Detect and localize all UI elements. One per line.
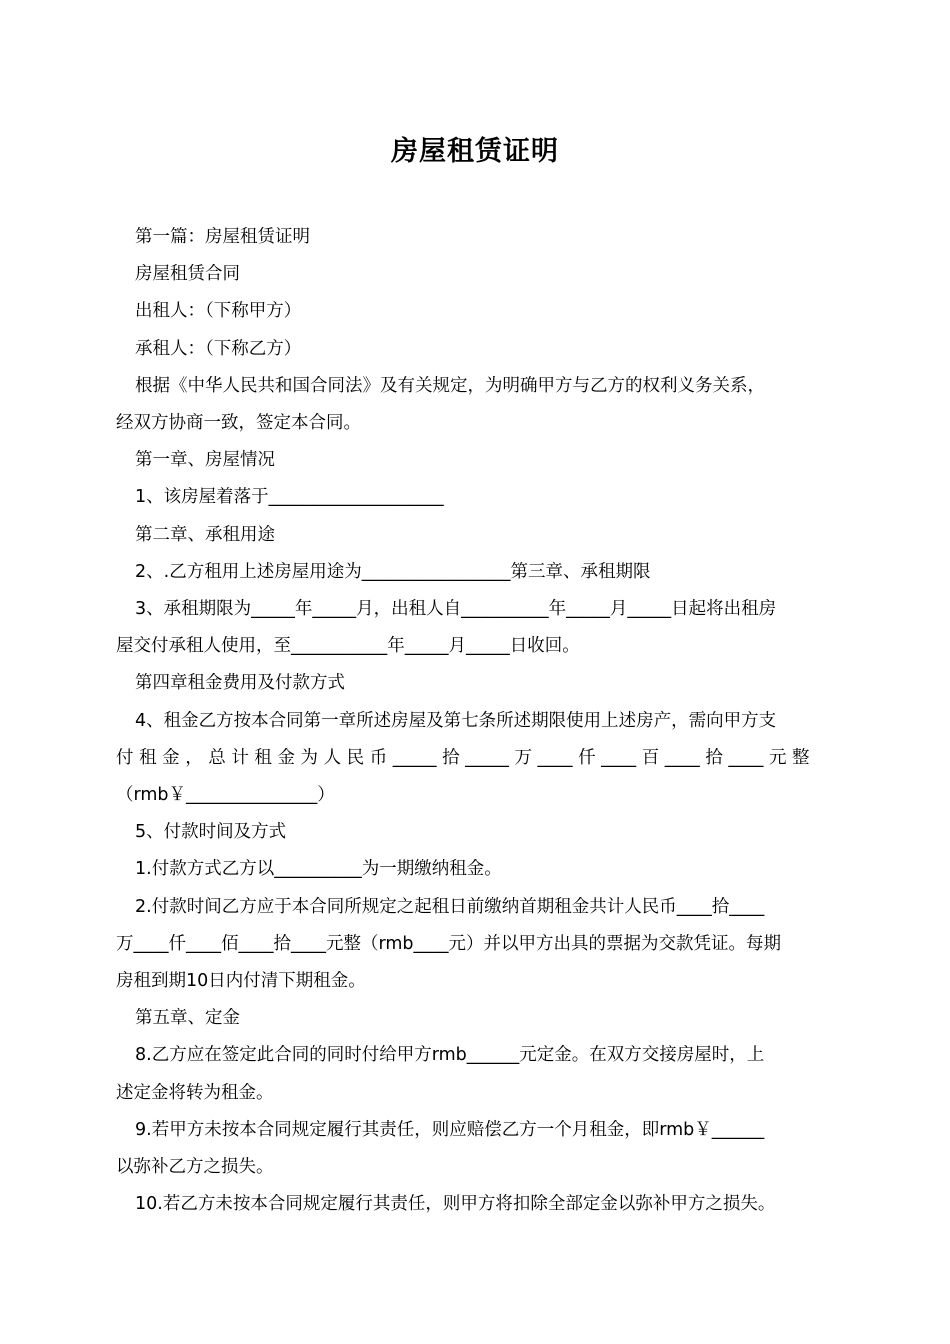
paragraph-usage: 2、.乙方租用上述房屋用途为_________________第三章、承租期限 bbox=[135, 561, 651, 582]
paragraph-lessor-breach-line2: 以弥补乙方之损失。 bbox=[116, 1157, 274, 1178]
paragraph-payment-time-line1: 2.付款时间乙方应于本合同所规定之起租日前缴纳首期租金共计人民币____拾____ bbox=[135, 896, 765, 917]
paragraph-preamble-line2: 经双方协商一致，签定本合同。 bbox=[116, 413, 361, 434]
paragraph-lessee-breach: 10.若乙方未按本合同规定履行其责任，则甲方将扣除全部定金以弥补甲方之损失。 bbox=[135, 1194, 776, 1215]
paragraph-payment-time-line2: 万____仟____佰____拾____元整（rmb____元）并以甲方出具的票据为交款凭证。每期 bbox=[116, 933, 782, 954]
paragraph-term-line1: 3、承租期限为_____年_____月，出租人自__________年_____月_____日起将出租房 bbox=[135, 599, 777, 620]
document-title: 房屋租赁证明 bbox=[391, 136, 559, 167]
paragraph-chapter-5: 第五章、定金 bbox=[135, 1008, 240, 1029]
paragraph-chapter-heading: 第一篇：房屋租赁证明 bbox=[135, 227, 310, 247]
paragraph-lessee: 承租人：（下称乙方） bbox=[135, 338, 302, 359]
paragraph-lessor-breach-line1: 9.若甲方未按本合同规定履行其责任，则应赔偿乙方一个月租金，即rmb￥______ bbox=[135, 1119, 765, 1140]
paragraph-rent-line3: （rmb￥_______________） bbox=[116, 785, 335, 806]
paragraph-location: 1、该房屋着落于____________________ bbox=[135, 487, 444, 508]
paragraph-deposit-line2: 述定金将转为租金。 bbox=[116, 1082, 274, 1103]
paragraph-preamble-line1: 根据《中华人民共和国合同法》及有关规定，为明确甲方与乙方的权利义务关系， bbox=[135, 375, 765, 396]
paragraph-rent-line2: 付 租 金 ， 总 计 租 金 为 人 民 币 _____ 拾 _____ 万 ____ 仟 ____ 百 ____ 拾 ____ 元 整 bbox=[116, 747, 810, 768]
paragraph-payment-method: 1.付款方式乙方以__________为一期缴纳租金。 bbox=[135, 859, 502, 880]
paragraph-chapter-2: 第二章、承租用途 bbox=[135, 524, 275, 545]
paragraph-chapter-4: 第四章租金费用及付款方式 bbox=[135, 673, 345, 694]
paragraph-rent-line1: 4、租金乙方按本合同第一章所述房屋及第七条所述期限使用上述房产，需向甲方支 bbox=[135, 710, 777, 731]
paragraph-chapter-1: 第一章、房屋情况 bbox=[135, 450, 275, 471]
paragraph-payment-time-line3: 房租到期10日内付清下期租金。 bbox=[116, 971, 366, 992]
paragraph-deposit-line1: 8.乙方应在签定此合同的同时付给甲方rmb______元定金。在双方交接房屋时，上 bbox=[135, 1045, 765, 1066]
paragraph-payment-heading: 5、付款时间及方式 bbox=[135, 822, 287, 843]
paragraph-lessor: 出租人：（下称甲方） bbox=[135, 301, 302, 322]
paragraph-contract-title: 房屋租赁合同 bbox=[135, 264, 240, 285]
document-body bbox=[116, 219, 834, 1223]
paragraph-term-line2: 屋交付承租人使用，至___________年_____月_____日收回。 bbox=[116, 636, 580, 657]
